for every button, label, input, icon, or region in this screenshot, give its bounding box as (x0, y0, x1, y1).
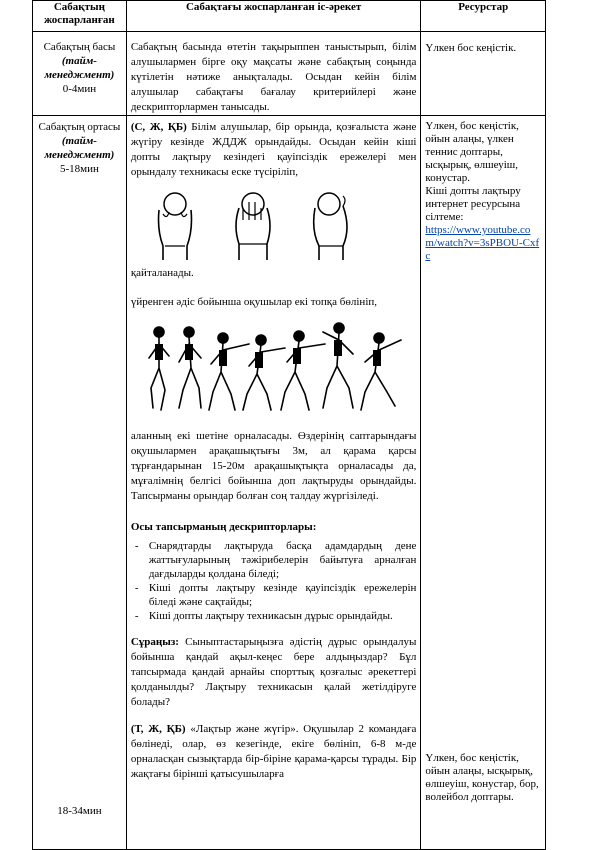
stage-cell-start (33, 32, 127, 116)
paragraph-1-tag: (С, Ж, ҚБ) (130, 121, 187, 133)
resource-cell-middle (421, 116, 546, 850)
lesson-plan-table (32, 0, 546, 850)
row-middle (33, 116, 546, 850)
activity-cell-start (126, 32, 421, 116)
activity-cell-middle (126, 116, 421, 850)
header-resources: Ресурстар (421, 1, 546, 32)
time-management-label: (тайм-менеджмент) (44, 55, 115, 81)
paragraph-2: қайталанады. (130, 267, 194, 279)
descriptor-item: - Кіші допты лақтыру кезінде қауіпсіздік ережелерін біледі және сақтайды; (149, 581, 417, 609)
descriptor-item: - Снарядтарды лақтыруда басқа адамдардың дене жаттығуларының тәжірибелерін байытуға арналған дағдыларды қолдана біледі; (149, 539, 417, 581)
paragraph-5 (131, 722, 417, 782)
resource-text-3: Үлкен, бос кеңістік, ойын алаңы, ысқырық, өлшеуіш, конустар, бор, волейбол доптары. (425, 752, 539, 803)
row-start (33, 32, 546, 116)
time-label: 5-18мин (59, 163, 99, 175)
hand-grip-figure-2 (225, 190, 281, 262)
resource-cell-start (421, 32, 546, 116)
resource-text-1: Үлкен, бос кеңістік, ойын алаңы, үлкен теннис доптары, ысқырық, өлшеуіш, конустар. (425, 120, 519, 184)
question-text: Сыныптастарыңызға әдістің дұрыс орындалуы бойынша қандай ақыл-кеңес бере алдыңыздар? Бұл тапсырмада қандай арнайы спорттық қозғалыс әрекеттері қолданылды? Лақтыру техникасын қалай жетілдіруге болады? (130, 636, 417, 708)
header-activity: Сабақтағы жоспарланған іс-әрекет (126, 1, 421, 32)
youtube-link[interactable]: https://www.youtube.com/watch?v=3sPBOU-Cxfc (425, 224, 540, 262)
paragraph-1 (131, 120, 417, 180)
question-paragraph (131, 635, 417, 710)
descriptors-list (131, 539, 417, 623)
time-management-label: (тайм-менеджмент) (44, 135, 115, 161)
time-label: 0-4мин (62, 83, 97, 95)
resource-text: Үлкен бос кеңістік. (425, 42, 517, 54)
paragraph-3: үйренген әдіс бойынша оқушылар екі топқа бөлініп, (130, 296, 378, 308)
paragraph-5-tag: (Т, Ж, ҚБ) (130, 723, 186, 735)
header-stage: Сабақтың жоспарланған (33, 1, 127, 32)
throwing-runners-illustration (139, 318, 409, 418)
descriptors-title: Осы тапсырманың дескрипторлары: (130, 521, 317, 533)
hand-grip-figures (147, 190, 417, 262)
throwing-runners-figure (139, 318, 417, 423)
resource-text-2: Кіші допты лақтыру интернет ресурсына сілтеме: (425, 185, 521, 223)
paragraph-5-text: «Лақтыр және жүгір». Оқушылар 2 командаға бөлінеді, олар, өз кезегінде, екіге бөлініп, 6-8 м-де орналасқан сызықтарда бір-біріне қарама-қарсы тұрады. Бір жақтағы бірінші қатысушыларға (130, 723, 417, 780)
header-row (33, 1, 546, 32)
descriptor-item: - Кіші допты лақтыру техникасын дұрыс орындайды. (149, 609, 417, 623)
stage-cell-middle (33, 116, 127, 850)
stage-label: Сабақтың басы (43, 41, 116, 53)
hand-grip-figure-3 (303, 190, 359, 262)
hand-grip-figure-1 (147, 190, 203, 262)
time-label-2: 18-34мин (57, 805, 102, 817)
stage-label: Сабақтың ортасы (38, 121, 121, 133)
paragraph-4: аланның екі шетіне орналасады. Өздерінің саптарындағы оқушылармен арақашықтығы 3м, ал қарама қарсы тұрғандарынан 15-20м арақашықтықта орналасады да, мұғалімнің белгісі бойынша доп лақтыруды орындайды. Тапсырманы орындар болған соң талдау жүргізіледі. (130, 430, 417, 502)
paragraph-1-text: Білім алушылар, бір орында, қозғалыста және жүгіру кезінде ЖДДЖ орындайды. Осыдан кейін кіші допты лақтыру кезіндегі қауіпсіздік ережелері мен орындалу техникасы еске түсіріліп, (130, 121, 417, 178)
intro-text: Сабақтың басында өтетін тақырыппен таныстырып, білім алушылармен бірге оқу мақсаты және сабақтың соңында күтілетін нәтиже анықталады. Осыдан кейін білім алушылар сабақтағы бағалау критерийлері және дескрипторлармен танысады. (130, 41, 417, 113)
question-label: Сұраңыз: (130, 636, 179, 648)
